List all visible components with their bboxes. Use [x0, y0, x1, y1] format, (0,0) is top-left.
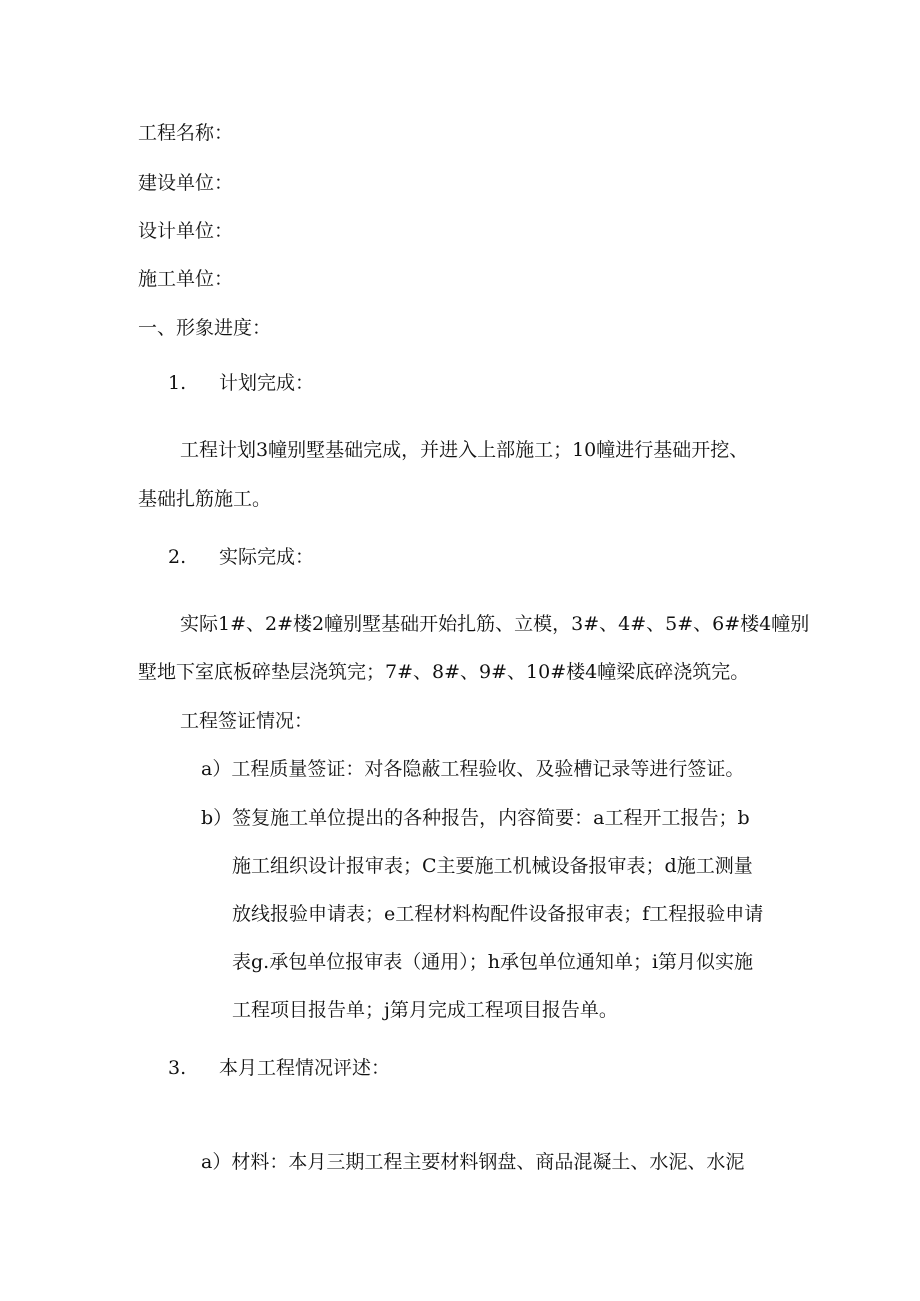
item1-number: 1.: [168, 372, 187, 394]
visa-item-b-line: 表g.承包单位报审表（通用）；h承包单位通知单；i第月似实施: [232, 951, 754, 973]
item3-number: 3.: [168, 1057, 187, 1079]
item2-label: 实际完成：: [219, 546, 315, 568]
item3-material-line: a）材料：本月三期工程主要材料钢盘、商品混凝土、水泥、水泥: [201, 1151, 745, 1173]
item1-paragraph-line: 基础扎筋施工。: [138, 488, 272, 510]
owner-unit-label: 建设单位：: [138, 172, 234, 194]
item2-number: 2.: [168, 546, 187, 568]
visa-item-a: a）工程质量签证：对各隐蔽工程验收、及验槽记录等进行签证。: [201, 758, 745, 780]
item2-paragraph-line: 墅地下室底板碎垫层浇筑完；7#、8#、9#、10#楼4幢梁底碎浇筑完。: [138, 661, 750, 683]
item1-paragraph-line: 工程计划3幢别墅基础完成，并进入上部施工；10幢进行基础开挖、: [180, 439, 749, 461]
visa-item-b-line: 施工组织设计报审表；C主要施工机械设备报审表；d施工测量: [232, 855, 753, 877]
section-heading: 一、形象进度：: [138, 317, 272, 339]
construction-unit-label: 施工单位：: [138, 268, 234, 290]
item1-label: 计划完成：: [219, 372, 315, 394]
visa-heading: 工程签证情况：: [180, 710, 314, 732]
item3-label: 本月工程情况评述：: [219, 1057, 391, 1079]
item2-paragraph-line: 实际1#、2#楼2幢别墅基础开始扎筋、立模，3#、4#、5#、6#楼4幢别: [180, 613, 810, 635]
design-unit-label: 设计单位：: [138, 220, 234, 242]
visa-item-b-line: 工程项目报告单；j第月完成工程项目报告单。: [232, 999, 618, 1021]
visa-item-b-line: b）签复施工单位提出的各种报告，内容简要：a工程开工报告；b: [201, 807, 750, 829]
project-name-label: 工程名称：: [138, 122, 234, 144]
visa-item-b-line: 放线报验申请表；e工程材料构配件设备报审表；f工程报验申请: [232, 903, 764, 925]
